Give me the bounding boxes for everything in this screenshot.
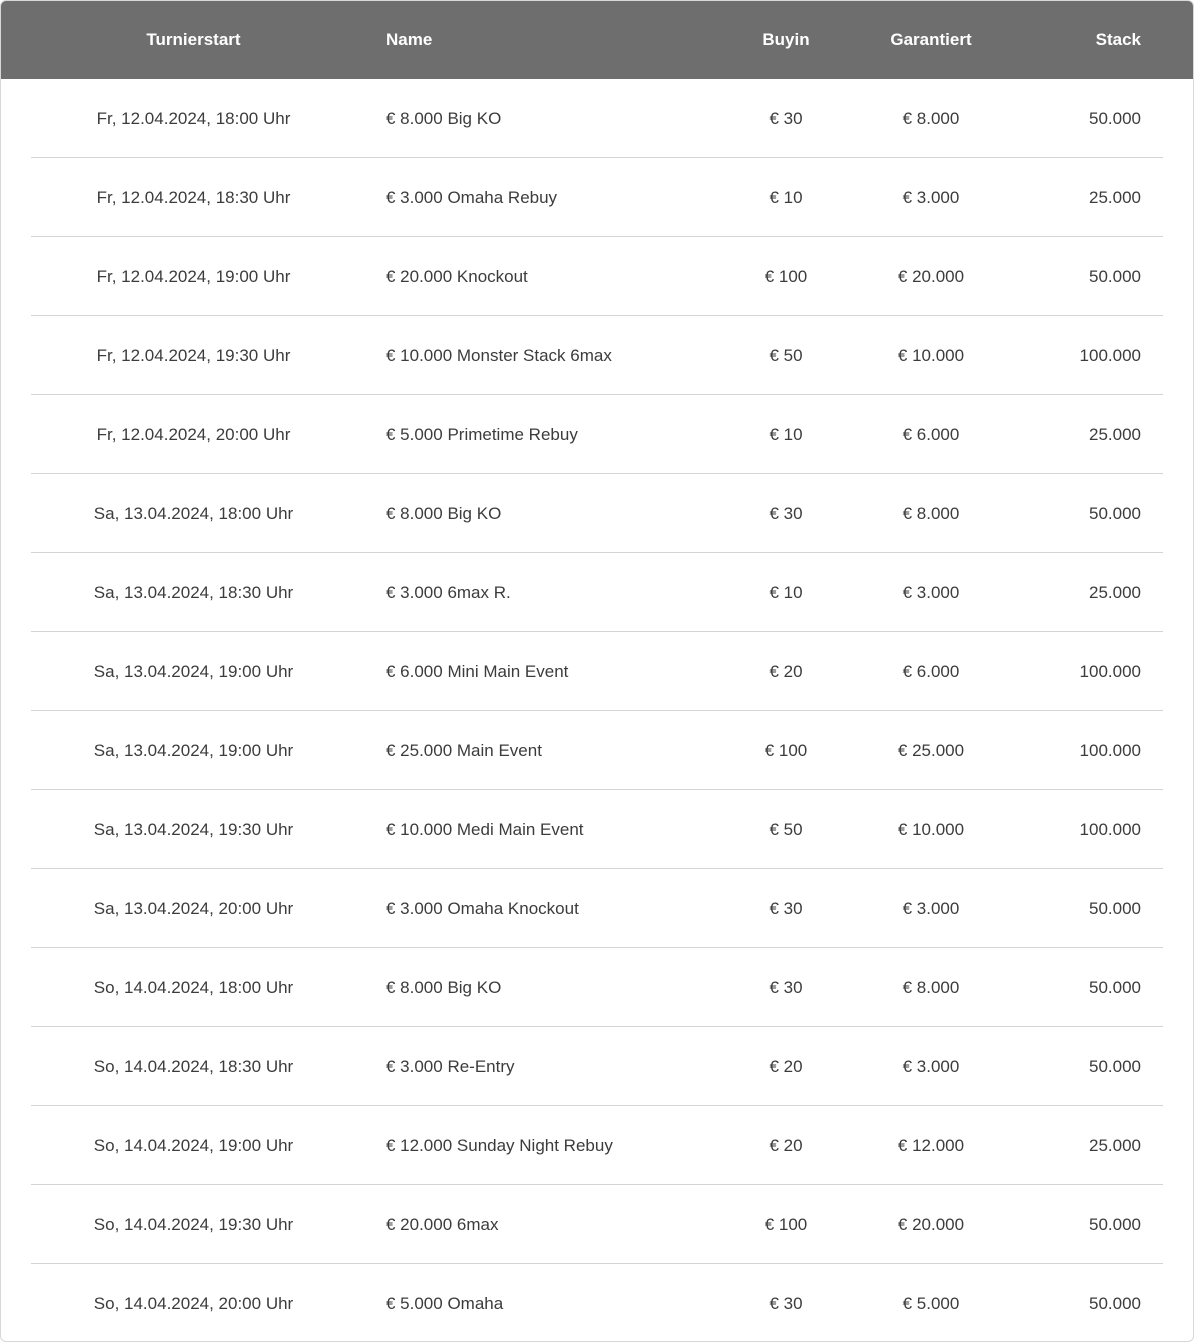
guaranteed-cell: € 10.000 (897, 819, 965, 839)
guaranteed-cell: € 6.000 (902, 661, 960, 681)
stack-cell: 50.000 (1089, 1056, 1141, 1076)
buyin-cell: € 30 (769, 503, 803, 523)
table-row[interactable] (1, 237, 1193, 316)
stack-cell: 50.000 (1089, 898, 1141, 918)
name-cell: € 8.000 Big KO (386, 108, 502, 128)
stack-cell: 100.000 (1079, 740, 1141, 760)
guaranteed-cell: € 3.000 (902, 898, 960, 918)
guaranteed-cell: € 5.000 (902, 1293, 960, 1313)
name-cell: € 20.000 Knockout (386, 266, 528, 286)
buyin-cell: € 20 (769, 1056, 803, 1076)
stack-cell: 50.000 (1089, 503, 1141, 523)
name-cell: € 6.000 Mini Main Event (386, 661, 569, 681)
stack-cell: 100.000 (1079, 345, 1141, 365)
guaranteed-cell: € 3.000 (902, 187, 960, 207)
table-row[interactable] (1, 553, 1193, 632)
guaranteed-cell: € 8.000 (902, 108, 960, 128)
start-cell: Sa, 13.04.2024, 19:30 Uhr (93, 819, 294, 839)
table-row[interactable] (1, 474, 1193, 553)
buyin-cell: € 10 (769, 187, 803, 207)
buyin-cell: € 50 (769, 345, 803, 365)
table-row[interactable] (1, 1027, 1193, 1106)
table-row[interactable] (1, 711, 1193, 790)
buyin-cell: € 20 (769, 1135, 803, 1155)
start-cell: So, 14.04.2024, 20:00 Uhr (93, 1293, 294, 1313)
stack-cell: 100.000 (1079, 819, 1141, 839)
start-cell: So, 14.04.2024, 18:30 Uhr (93, 1056, 294, 1076)
start-cell: Fr, 12.04.2024, 18:00 Uhr (96, 108, 291, 128)
start-cell: Sa, 13.04.2024, 18:30 Uhr (93, 582, 294, 602)
column-header-buyin[interactable]: Buyin (762, 30, 810, 49)
name-cell: € 20.000 6max (386, 1214, 499, 1234)
name-cell: € 3.000 Omaha Knockout (386, 898, 579, 918)
buyin-cell: € 30 (769, 977, 803, 997)
table-row[interactable] (1, 316, 1193, 395)
name-cell: € 10.000 Monster Stack 6max (386, 345, 612, 365)
buyin-cell: € 30 (769, 898, 803, 918)
table-row[interactable] (1, 948, 1193, 1027)
buyin-cell: € 30 (769, 108, 803, 128)
stack-cell: 50.000 (1089, 1214, 1141, 1234)
guaranteed-cell: € 6.000 (902, 424, 960, 444)
stack-cell: 50.000 (1089, 108, 1141, 128)
guaranteed-cell: € 12.000 (897, 1135, 965, 1155)
buyin-cell: € 100 (764, 266, 808, 286)
stack-cell: 25.000 (1089, 424, 1141, 444)
start-cell: Sa, 13.04.2024, 19:00 Uhr (93, 740, 294, 760)
table-row[interactable] (1, 869, 1193, 948)
stack-cell: 25.000 (1089, 1135, 1141, 1155)
name-cell: € 10.000 Medi Main Event (386, 819, 584, 839)
table-row[interactable] (1, 158, 1193, 237)
name-cell: € 3.000 Omaha Rebuy (386, 187, 558, 207)
buyin-cell: € 20 (769, 661, 803, 681)
table-row[interactable] (1, 79, 1193, 158)
start-cell: Fr, 12.04.2024, 19:00 Uhr (96, 266, 291, 286)
table-body (1, 79, 1193, 1342)
guaranteed-cell: € 8.000 (902, 503, 960, 523)
start-cell: So, 14.04.2024, 18:00 Uhr (93, 977, 294, 997)
guaranteed-cell: € 10.000 (897, 345, 965, 365)
table-row[interactable] (1, 632, 1193, 711)
name-cell: € 8.000 Big KO (386, 977, 502, 997)
start-cell: Fr, 12.04.2024, 19:30 Uhr (96, 345, 291, 365)
stack-cell: 100.000 (1079, 661, 1141, 681)
start-cell: So, 14.04.2024, 19:00 Uhr (93, 1135, 294, 1155)
name-cell: € 3.000 6max R. (386, 582, 511, 602)
table-row[interactable] (1, 790, 1193, 869)
name-cell: € 3.000 Re-Entry (386, 1056, 515, 1076)
start-cell: Fr, 12.04.2024, 20:00 Uhr (96, 424, 291, 444)
start-cell: So, 14.04.2024, 19:30 Uhr (93, 1214, 294, 1234)
table-row[interactable] (1, 395, 1193, 474)
stack-cell: 50.000 (1089, 1293, 1141, 1313)
start-cell: Sa, 13.04.2024, 18:00 Uhr (93, 503, 294, 523)
start-cell: Fr, 12.04.2024, 18:30 Uhr (96, 187, 291, 207)
buyin-cell: € 100 (764, 1214, 808, 1234)
table-row[interactable] (1, 1185, 1193, 1264)
column-header-name[interactable]: Name (386, 30, 433, 49)
guaranteed-cell: € 25.000 (897, 740, 965, 760)
guaranteed-cell: € 3.000 (902, 1056, 960, 1076)
name-cell: € 12.000 Sunday Night Rebuy (386, 1135, 613, 1155)
start-cell: Sa, 13.04.2024, 19:00 Uhr (93, 661, 294, 681)
start-cell: Sa, 13.04.2024, 20:00 Uhr (93, 898, 294, 918)
column-header-stack[interactable]: Stack (1095, 30, 1141, 49)
guaranteed-cell: € 20.000 (897, 1214, 965, 1234)
buyin-cell: € 10 (769, 582, 803, 602)
stack-cell: 50.000 (1089, 266, 1141, 286)
column-header-start[interactable]: Turnierstart (146, 30, 241, 49)
table-header (1, 1, 1193, 79)
column-header-guaranteed[interactable]: Garantiert (890, 30, 972, 49)
guaranteed-cell: € 20.000 (897, 266, 965, 286)
name-cell: € 25.000 Main Event (386, 740, 542, 760)
guaranteed-cell: € 8.000 (902, 977, 960, 997)
guaranteed-cell: € 3.000 (902, 582, 960, 602)
name-cell: € 5.000 Omaha (386, 1293, 504, 1313)
buyin-cell: € 30 (769, 1293, 803, 1313)
name-cell: € 5.000 Primetime Rebuy (386, 424, 578, 444)
table-row[interactable] (1, 1264, 1193, 1342)
stack-cell: 50.000 (1089, 977, 1141, 997)
buyin-cell: € 10 (769, 424, 803, 444)
stack-cell: 25.000 (1089, 187, 1141, 207)
stack-cell: 25.000 (1089, 582, 1141, 602)
table-row[interactable] (1, 1106, 1193, 1185)
buyin-cell: € 50 (769, 819, 803, 839)
name-cell: € 8.000 Big KO (386, 503, 502, 523)
buyin-cell: € 100 (764, 740, 808, 760)
